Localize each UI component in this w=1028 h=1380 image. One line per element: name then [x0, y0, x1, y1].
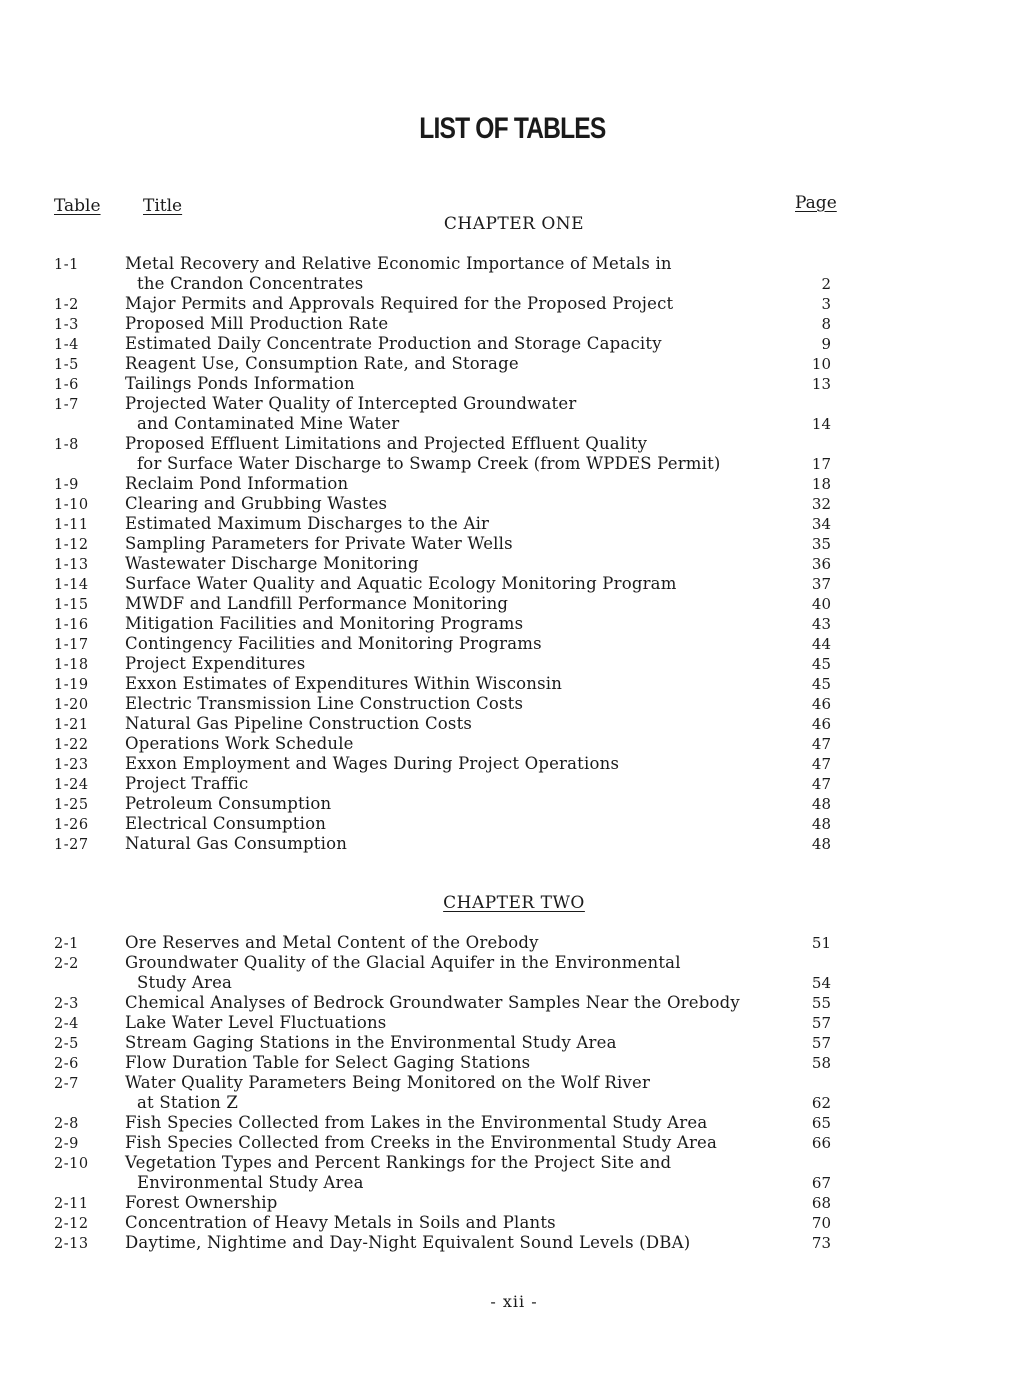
table-entry — [0, 754, 1028, 774]
table-entry — [0, 434, 1028, 474]
table-page-number: 67 — [811, 1174, 831, 1192]
table-number: 2-8 — [54, 1116, 79, 1132]
table-title-line: Fish Species Collected from Creeks in the Environmental Study Area — [125, 1133, 718, 1152]
table-title-continuation: at Station Z — [137, 1093, 239, 1112]
table-title — [125, 374, 355, 394]
table-number: 2-6 — [54, 1056, 79, 1072]
table-title-line: Major Permits and Approvals Required for the Proposed Project — [125, 294, 674, 313]
table-number: 1-9 — [54, 477, 79, 493]
table-entry — [0, 1193, 1028, 1213]
table-entry — [0, 254, 1028, 294]
table-title-line: Flow Duration Table for Select Gaging Stations — [125, 1053, 531, 1072]
chapter-one-heading: CHAPTER ONE — [443, 214, 585, 234]
table-title-line: Daytime, Nightime and Day-Night Equivalent Sound Levels (DBA) — [125, 1233, 691, 1252]
table-title-line: Project Expenditures — [125, 654, 306, 673]
table-title — [125, 634, 542, 654]
chapter-two-heading-text: CHAPTER TWO — [443, 893, 585, 913]
table-title-line: Ore Reserves and Metal Content of the Orebody — [125, 933, 539, 952]
table-title-line: Projected Water Quality of Intercepted Groundwater — [125, 394, 577, 413]
table-entry — [0, 1113, 1028, 1133]
table-entry — [0, 654, 1028, 674]
table-title-line: Forest Ownership — [125, 1193, 278, 1212]
table-title — [125, 614, 523, 634]
table-entry — [0, 1233, 1028, 1253]
table-number: 1-11 — [54, 517, 89, 533]
table-title — [125, 534, 513, 554]
table-title — [125, 1073, 650, 1113]
table-title — [125, 514, 489, 534]
table-title — [125, 474, 348, 494]
table-number: 1-20 — [54, 697, 89, 713]
table-page-number: 62 — [811, 1094, 831, 1112]
table-page-number: 54 — [811, 974, 831, 992]
table-number: 1-10 — [54, 497, 89, 513]
table-entry — [0, 674, 1028, 694]
table-title-continuation: and Contaminated Mine Water — [137, 414, 400, 433]
table-page-number: 47 — [811, 775, 831, 793]
table-title-line: Vegetation Types and Percent Rankings for the Project Site and — [125, 1153, 672, 1172]
table-title-line: Estimated Daily Concentrate Production and Storage Capacity — [125, 334, 662, 353]
table-page-number: 48 — [811, 835, 831, 853]
table-title-line: Mitigation Facilities and Monitoring Programs — [125, 614, 524, 633]
table-entry — [0, 334, 1028, 354]
table-entry — [0, 794, 1028, 814]
table-page-number: 32 — [811, 495, 831, 513]
table-title — [125, 294, 673, 314]
table-title — [125, 674, 562, 694]
table-title — [125, 334, 662, 354]
table-title — [125, 494, 387, 514]
table-title-line: Exxon Estimates of Expenditures Within Wisconsin — [125, 674, 563, 693]
table-number: 1-8 — [54, 437, 79, 453]
table-page-number: 65 — [811, 1114, 831, 1132]
table-title-line: Metal Recovery and Relative Economic Importance of Metals in — [125, 254, 672, 273]
chapter-two-heading — [0, 893, 1028, 913]
table-entry — [0, 614, 1028, 634]
table-title-line: Exxon Employment and Wages During Project Operations — [125, 754, 620, 773]
table-title-line: Project Traffic — [125, 774, 249, 793]
table-page-number: 73 — [811, 1234, 831, 1252]
table-title — [125, 1213, 556, 1233]
table-entry — [0, 394, 1028, 434]
table-title-line: Lake Water Level Fluctuations — [125, 1013, 387, 1032]
table-page-number: 3 — [821, 295, 831, 313]
table-page-number: 35 — [811, 535, 831, 553]
table-number: 1-15 — [54, 597, 89, 613]
table-number: 2-5 — [54, 1036, 79, 1052]
table-title — [125, 694, 523, 714]
table-title-line: Petroleum Consumption — [125, 794, 332, 813]
table-page-number: 55 — [811, 994, 831, 1012]
table-entry — [0, 734, 1028, 754]
table-title-line: Stream Gaging Stations in the Environmental Study Area — [125, 1033, 617, 1052]
table-number: 1-26 — [54, 817, 89, 833]
table-page-number: 18 — [811, 475, 831, 493]
column-header-title: Title — [143, 196, 183, 216]
table-title — [125, 734, 354, 754]
table-page-number: 9 — [821, 335, 831, 353]
table-page-number: 57 — [811, 1034, 831, 1052]
table-number: 1-3 — [54, 317, 79, 333]
table-number: 1-22 — [54, 737, 89, 753]
table-title-line: Water Quality Parameters Being Monitored on the Wolf River — [125, 1073, 651, 1092]
table-page-number: 17 — [811, 455, 831, 473]
table-title-line: Groundwater Quality of the Glacial Aquifer in the Environmental — [125, 953, 681, 972]
table-entry — [0, 1073, 1028, 1113]
table-title-line: Operations Work Schedule — [125, 734, 354, 753]
table-entry — [0, 694, 1028, 714]
table-title — [125, 394, 576, 434]
table-number: 1-6 — [54, 377, 79, 393]
table-number: 1-2 — [54, 297, 79, 313]
table-number: 1-25 — [54, 797, 89, 813]
table-title-line: Proposed Mill Production Rate — [125, 314, 389, 333]
table-entry — [0, 514, 1028, 534]
table-number: 2-7 — [54, 1076, 79, 1092]
table-page-number: 57 — [811, 1014, 831, 1032]
table-title — [125, 933, 539, 953]
page-number: - xii - — [490, 1292, 538, 1311]
table-number: 1-5 — [54, 357, 79, 373]
table-number: 1-12 — [54, 537, 89, 553]
table-number: 1-7 — [54, 397, 79, 413]
page-title: LIST OF TABLES — [419, 112, 606, 145]
table-entry — [0, 814, 1028, 834]
table-entry — [0, 1033, 1028, 1053]
table-title-line: Natural Gas Pipeline Construction Costs — [125, 714, 473, 733]
table-number: 1-27 — [54, 837, 89, 853]
table-title — [125, 1113, 707, 1133]
table-entry — [0, 1053, 1028, 1073]
table-title — [125, 714, 472, 734]
table-page-number: 43 — [811, 615, 831, 633]
table-entry — [0, 534, 1028, 554]
table-title — [125, 754, 619, 774]
table-title — [125, 354, 519, 374]
table-entry — [0, 474, 1028, 494]
table-number: 1-23 — [54, 757, 89, 773]
table-number: 2-4 — [54, 1016, 79, 1032]
column-header-table: Table — [54, 196, 101, 216]
table-page-number: 68 — [811, 1194, 831, 1212]
table-number: 1-21 — [54, 717, 89, 733]
table-entry — [0, 554, 1028, 574]
table-number: 2-10 — [54, 1156, 89, 1172]
table-title — [125, 814, 326, 834]
table-title-line: Clearing and Grubbing Wastes — [125, 494, 388, 513]
table-entry — [0, 1213, 1028, 1233]
table-page-number: 47 — [811, 735, 831, 753]
table-page-number: 34 — [811, 515, 831, 533]
table-entry — [0, 834, 1028, 854]
table-title — [125, 434, 721, 474]
table-number: 1-18 — [54, 657, 89, 673]
table-title-continuation: the Crandon Concentrates — [137, 274, 364, 293]
table-page-number: 2 — [821, 275, 831, 293]
table-title-continuation: Environmental Study Area — [137, 1173, 364, 1192]
table-title — [125, 554, 419, 574]
chapter-one-entries — [0, 254, 1028, 854]
table-page-number: 58 — [811, 1054, 831, 1072]
table-title — [125, 774, 248, 794]
table-title-line: Reclaim Pond Information — [125, 474, 349, 493]
table-page-number: 48 — [811, 815, 831, 833]
table-number: 1-1 — [54, 257, 79, 273]
table-page-number: 66 — [811, 1134, 831, 1152]
table-title-line: Electric Transmission Line Construction Costs — [125, 694, 524, 713]
table-page-number: 10 — [811, 355, 831, 373]
table-title — [125, 953, 681, 993]
table-entry — [0, 574, 1028, 594]
table-title — [125, 1233, 690, 1253]
table-entry — [0, 594, 1028, 614]
table-number: 1-13 — [54, 557, 89, 573]
table-number: 2-2 — [54, 956, 79, 972]
table-title-continuation: for Surface Water Discharge to Swamp Creek (from WPDES Permit) — [137, 454, 721, 473]
table-title-line: Tailings Ponds Information — [125, 374, 355, 393]
table-title — [125, 1013, 386, 1033]
table-title — [125, 794, 331, 814]
column-header-page: Page — [795, 193, 837, 213]
table-title-line: Electrical Consumption — [125, 814, 327, 833]
table-title-line: Fish Species Collected from Lakes in the Environmental Study Area — [125, 1113, 708, 1132]
table-title-line: Concentration of Heavy Metals in Soils and Plants — [125, 1213, 556, 1232]
table-entry — [0, 933, 1028, 953]
table-page-number: 36 — [811, 555, 831, 573]
table-entry — [0, 1153, 1028, 1193]
table-entry — [0, 314, 1028, 334]
table-entry — [0, 374, 1028, 394]
table-number: 1-17 — [54, 637, 89, 653]
table-entry — [0, 774, 1028, 794]
table-page-number: 47 — [811, 755, 831, 773]
table-title — [125, 1193, 278, 1213]
table-title-line: Wastewater Discharge Monitoring — [125, 554, 419, 573]
table-title — [125, 594, 508, 614]
table-number: 1-19 — [54, 677, 89, 693]
table-title — [125, 1153, 671, 1193]
table-title-line: Sampling Parameters for Private Water Wells — [125, 534, 513, 553]
table-title — [125, 654, 305, 674]
table-number: 1-16 — [54, 617, 89, 633]
table-entry — [0, 634, 1028, 654]
table-title-continuation: Study Area — [137, 973, 233, 992]
table-entry — [0, 294, 1028, 314]
table-title-line: Surface Water Quality and Aquatic Ecology Monitoring Program — [125, 574, 677, 593]
table-page-number: 45 — [811, 675, 831, 693]
table-page-number: 51 — [811, 934, 831, 952]
table-entry — [0, 494, 1028, 514]
table-page-number: 46 — [811, 695, 831, 713]
table-number: 2-13 — [54, 1236, 89, 1252]
table-page-number: 14 — [811, 415, 831, 433]
table-page-number: 48 — [811, 795, 831, 813]
table-page-number: 37 — [811, 575, 831, 593]
table-number: 2-11 — [54, 1196, 89, 1212]
table-title — [125, 1053, 530, 1073]
table-title-line: Estimated Maximum Discharges to the Air — [125, 514, 490, 533]
table-title-line: Reagent Use, Consumption Rate, and Storage — [125, 354, 519, 373]
table-page-number: 40 — [811, 595, 831, 613]
table-number: 2-9 — [54, 1136, 79, 1152]
table-title-line: Chemical Analyses of Bedrock Groundwater Samples Near the Orebody — [125, 993, 740, 1012]
table-number: 1-24 — [54, 777, 89, 793]
table-number: 2-3 — [54, 996, 79, 1012]
table-entry — [0, 354, 1028, 374]
table-title — [125, 574, 677, 594]
table-entry — [0, 1133, 1028, 1153]
table-entry — [0, 953, 1028, 993]
table-title — [125, 254, 672, 294]
table-title-line: Contingency Facilities and Monitoring Programs — [125, 634, 542, 653]
table-number: 1-14 — [54, 577, 89, 593]
table-page-number: 45 — [811, 655, 831, 673]
table-number: 2-12 — [54, 1216, 89, 1232]
table-page-number: 44 — [811, 635, 831, 653]
table-title-line: MWDF and Landfill Performance Monitoring — [125, 594, 509, 613]
table-number: 2-1 — [54, 936, 79, 952]
table-page-number: 8 — [821, 315, 831, 333]
table-title-line: Natural Gas Consumption — [125, 834, 348, 853]
table-title — [125, 1133, 717, 1153]
table-title — [125, 993, 740, 1013]
table-number: 1-4 — [54, 337, 79, 353]
table-title — [125, 314, 388, 334]
table-page-number: 70 — [811, 1214, 831, 1232]
table-entry — [0, 993, 1028, 1013]
table-entry — [0, 714, 1028, 734]
table-entry — [0, 1013, 1028, 1033]
chapter-two-entries — [0, 933, 1028, 1253]
table-page-number: 13 — [811, 375, 831, 393]
table-title — [125, 834, 347, 854]
table-page-number: 46 — [811, 715, 831, 733]
table-title — [125, 1033, 617, 1053]
table-title-line: Proposed Effluent Limitations and Projected Effluent Quality — [125, 434, 648, 453]
